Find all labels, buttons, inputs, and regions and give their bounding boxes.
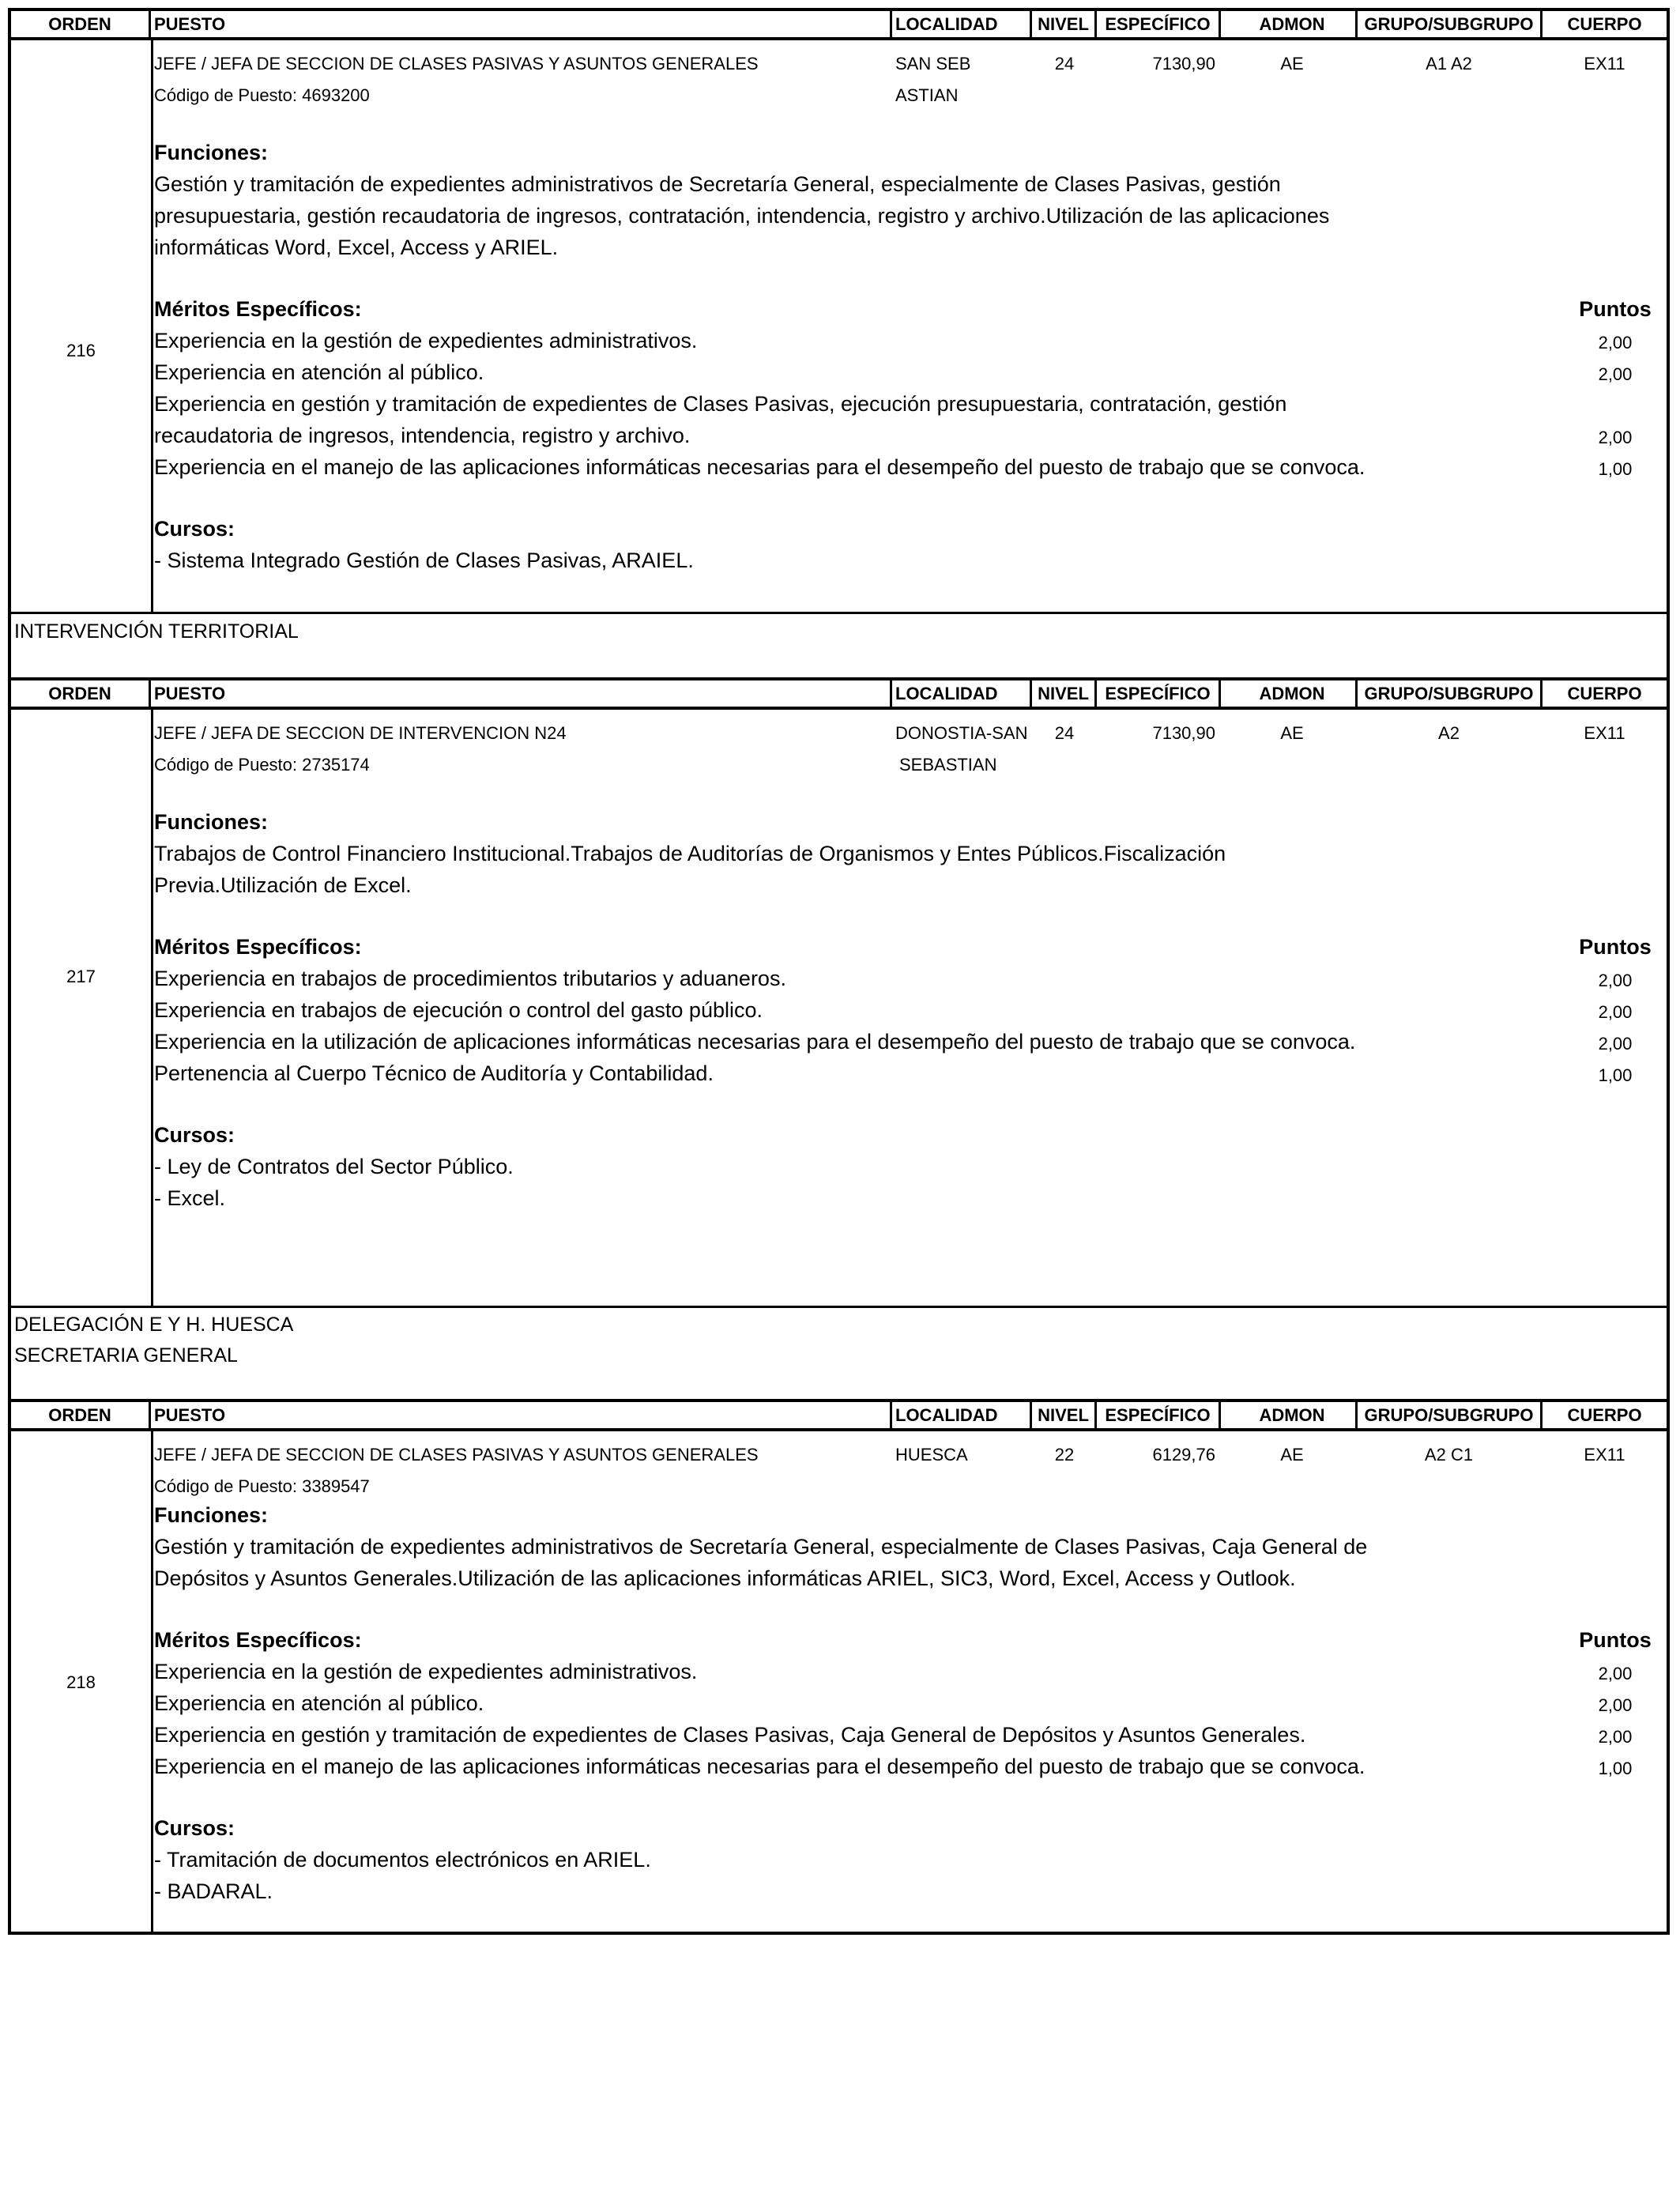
merito-puntos: 1,00 bbox=[1598, 459, 1633, 479]
nivel: 24 bbox=[1054, 723, 1075, 743]
orden-number: 217 bbox=[66, 967, 96, 986]
merito-line: Experiencia en trabajos de ejecución o control del gasto público. bbox=[154, 998, 763, 1022]
funciones-heading: Funciones: bbox=[154, 141, 269, 164]
grupo: A2 C1 bbox=[1424, 1445, 1474, 1465]
nivel: 24 bbox=[1054, 54, 1075, 74]
funciones-line: Gestión y tramitación de expedientes administrativos de Secretaría General, especialmente de Clases Pasivas, gestión bbox=[154, 172, 1281, 196]
header-cuerpo: CUERPO bbox=[1567, 684, 1642, 703]
funciones-line: Trabajos de Control Financiero Institucional.Trabajos de Auditorías de Organismos y Entes Públicos.Fiscalización bbox=[154, 842, 1226, 865]
cursos-heading: Cursos: bbox=[154, 1123, 235, 1147]
header-orden: ORDEN bbox=[11, 680, 151, 707]
merito-line: Experiencia en la gestión de expedientes administrativos. bbox=[154, 1660, 698, 1683]
header-nivel: NIVEL bbox=[1032, 11, 1097, 37]
header-puesto: PUESTO bbox=[151, 1402, 892, 1428]
cuerpo: EX11 bbox=[1584, 1445, 1625, 1465]
merito-line: Experiencia en el manejo de las aplicaciones informáticas necesarias para el desempeño del puesto de trabajo que se convoca. bbox=[154, 455, 1365, 479]
puesto-block-217 bbox=[8, 710, 1670, 1308]
cuerpo: EX11 bbox=[1584, 723, 1625, 743]
nivel: 22 bbox=[1054, 1445, 1075, 1465]
merito-puntos: 2,00 bbox=[1598, 1664, 1633, 1683]
header-localidad: LOCALIDAD bbox=[892, 11, 1032, 37]
puesto-block-218 bbox=[8, 1431, 1670, 1935]
merito-puntos: 2,00 bbox=[1598, 1727, 1633, 1747]
admon: AE bbox=[1280, 1445, 1304, 1465]
puesto-block-216 bbox=[8, 40, 1670, 614]
funciones-line: presupuestaria, gestión recaudatoria de ingresos, contratación, intendencia, registro y archivo.Utilización de las aplicaciones bbox=[154, 204, 1330, 228]
header-especifico: ESPECÍFICO bbox=[1097, 680, 1221, 707]
orden-number: 216 bbox=[66, 341, 96, 360]
merito-line: Experiencia en atención al público. bbox=[154, 1691, 484, 1715]
header-localidad: LOCALIDAD bbox=[892, 680, 1032, 707]
cursos-heading: Cursos: bbox=[154, 517, 235, 541]
merito-line: Experiencia en el manejo de las aplicaciones informáticas necesarias para el desempeño del puesto de trabajo que se convoca. bbox=[154, 1755, 1365, 1778]
merito-puntos: 1,00 bbox=[1598, 1065, 1633, 1085]
puesto-title: JEFE / JEFA DE SECCION DE INTERVENCION N24 bbox=[154, 723, 567, 743]
curso-line: - Tramitación de documentos electrónicos en ARIEL. bbox=[154, 1848, 651, 1872]
merito-puntos: 2,00 bbox=[1598, 333, 1633, 352]
document bbox=[8, 8, 1670, 1935]
cursos-heading: Cursos: bbox=[154, 1816, 235, 1840]
header-especifico: ESPECÍFICO bbox=[1097, 1402, 1221, 1428]
merito-puntos: 2,00 bbox=[1598, 1034, 1633, 1054]
funciones-heading: Funciones: bbox=[154, 810, 269, 834]
localidad: DONOSTIA-SAN bbox=[895, 723, 1028, 743]
especifico: 6129,76 bbox=[1152, 1445, 1215, 1465]
merito-puntos: 2,00 bbox=[1598, 428, 1633, 447]
header-admon: ADMON bbox=[1259, 14, 1325, 34]
funciones-line: informáticas Word, Excel, Access y ARIEL. bbox=[154, 236, 559, 259]
localidad-cont: SEBASTIAN bbox=[899, 755, 997, 775]
funciones-line: Depósitos y Asuntos Generales.Utilización de las aplicaciones informáticas ARIEL, SIC3, Word, Excel, Access y Outlook. bbox=[154, 1566, 1296, 1590]
header-orden: ORDEN bbox=[11, 1402, 151, 1428]
localidad-cont: ASTIAN bbox=[895, 85, 959, 105]
funciones-line: Gestión y tramitación de expedientes administrativos de Secretaría General, especialmente de Clases Pasivas, Caja General de bbox=[154, 1535, 1368, 1559]
merito-line: Experiencia en gestión y tramitación de expedientes de Clases Pasivas, ejecución presupuestaria, contratación, gestión bbox=[154, 392, 1287, 416]
cuerpo: EX11 bbox=[1584, 54, 1625, 74]
header-cuerpo: CUERPO bbox=[1567, 14, 1642, 34]
grupo: A1 A2 bbox=[1426, 54, 1472, 74]
curso-line: - Sistema Integrado Gestión de Clases Pasivas, ARAIEL. bbox=[154, 548, 694, 572]
merito-line: Experiencia en la gestión de expedientes administrativos. bbox=[154, 329, 698, 352]
curso-line: - Excel. bbox=[154, 1186, 226, 1210]
section-title: INTERVENCIÓN TERRITORIAL bbox=[14, 620, 299, 643]
header-cuerpo: CUERPO bbox=[1567, 1405, 1642, 1425]
merito-puntos: 2,00 bbox=[1598, 1695, 1633, 1715]
curso-line: - BADARAL. bbox=[154, 1879, 273, 1903]
puesto-codigo: Código de Puesto: 2735174 bbox=[154, 755, 370, 775]
merito-line: Experiencia en atención al público. bbox=[154, 360, 484, 384]
admon: AE bbox=[1280, 723, 1304, 743]
meritos-heading: Méritos Específicos: bbox=[154, 935, 362, 959]
especifico: 7130,90 bbox=[1152, 723, 1215, 743]
puntos-heading: Puntos bbox=[1579, 1628, 1652, 1652]
header-admon: ADMON bbox=[1259, 1405, 1325, 1425]
section-heading bbox=[8, 614, 1670, 677]
section-heading bbox=[8, 1308, 1670, 1399]
merito-line: Experiencia en la utilización de aplicaciones informáticas necesarias para el desempeño del puesto de trabajo que se convoca. bbox=[154, 1030, 1356, 1054]
puesto-codigo: Código de Puesto: 4693200 bbox=[154, 85, 370, 105]
section-subtitle: SECRETARIA GENERAL bbox=[14, 1344, 238, 1367]
meritos-heading: Méritos Específicos: bbox=[154, 1628, 362, 1652]
grupo: A2 bbox=[1438, 723, 1460, 743]
header-admon: ADMON bbox=[1259, 684, 1325, 703]
merito-puntos: 2,00 bbox=[1598, 364, 1633, 384]
header-puesto: PUESTO bbox=[151, 680, 892, 707]
especifico: 7130,90 bbox=[1152, 54, 1215, 74]
funciones-line: Previa.Utilización de Excel. bbox=[154, 873, 412, 897]
header-puesto: PUESTO bbox=[151, 11, 892, 37]
curso-line: - Ley de Contratos del Sector Público. bbox=[154, 1155, 514, 1178]
merito-line: Pertenencia al Cuerpo Técnico de Auditoría y Contabilidad. bbox=[154, 1061, 714, 1085]
merito-puntos: 1,00 bbox=[1598, 1759, 1633, 1778]
orden-number: 218 bbox=[66, 1672, 96, 1692]
merito-line: Experiencia en gestión y tramitación de expedientes de Clases Pasivas, Caja General de Depósitos y Asuntos Generales. bbox=[154, 1723, 1306, 1747]
header-localidad: LOCALIDAD bbox=[892, 1402, 1032, 1428]
funciones-heading: Funciones: bbox=[154, 1503, 269, 1527]
puntos-heading: Puntos bbox=[1579, 297, 1652, 321]
header-nivel: NIVEL bbox=[1032, 680, 1097, 707]
header-nivel: NIVEL bbox=[1032, 1402, 1097, 1428]
header-especifico: ESPECÍFICO bbox=[1097, 11, 1221, 37]
localidad: HUESCA bbox=[895, 1445, 968, 1465]
merito-line: Experiencia en trabajos de procedimientos tributarios y aduaneros. bbox=[154, 967, 786, 990]
merito-puntos: 2,00 bbox=[1598, 971, 1633, 990]
merito-line: recaudatoria de ingresos, intendencia, registro y archivo. bbox=[154, 424, 691, 447]
section-title: DELEGACIÓN E Y H. HUESCA bbox=[14, 1314, 294, 1336]
header-orden: ORDEN bbox=[11, 11, 151, 37]
merito-puntos: 2,00 bbox=[1598, 1002, 1633, 1022]
meritos-heading: Méritos Específicos: bbox=[154, 297, 362, 321]
puesto-title: JEFE / JEFA DE SECCION DE CLASES PASIVAS Y ASUNTOS GENERALES bbox=[154, 54, 759, 74]
table-header bbox=[8, 8, 1670, 40]
header-grupo: GRUPO/SUBGRUPO bbox=[1355, 11, 1543, 37]
header-grupo: GRUPO/SUBGRUPO bbox=[1355, 680, 1543, 707]
table-header bbox=[8, 1399, 1670, 1431]
puesto-title: JEFE / JEFA DE SECCION DE CLASES PASIVAS Y ASUNTOS GENERALES bbox=[154, 1445, 759, 1465]
puesto-codigo: Código de Puesto: 3389547 bbox=[154, 1476, 370, 1496]
puntos-heading: Puntos bbox=[1579, 935, 1652, 959]
localidad: SAN SEB bbox=[895, 54, 971, 74]
header-grupo: GRUPO/SUBGRUPO bbox=[1355, 1402, 1543, 1428]
table-header bbox=[8, 677, 1670, 710]
admon: AE bbox=[1280, 54, 1304, 74]
